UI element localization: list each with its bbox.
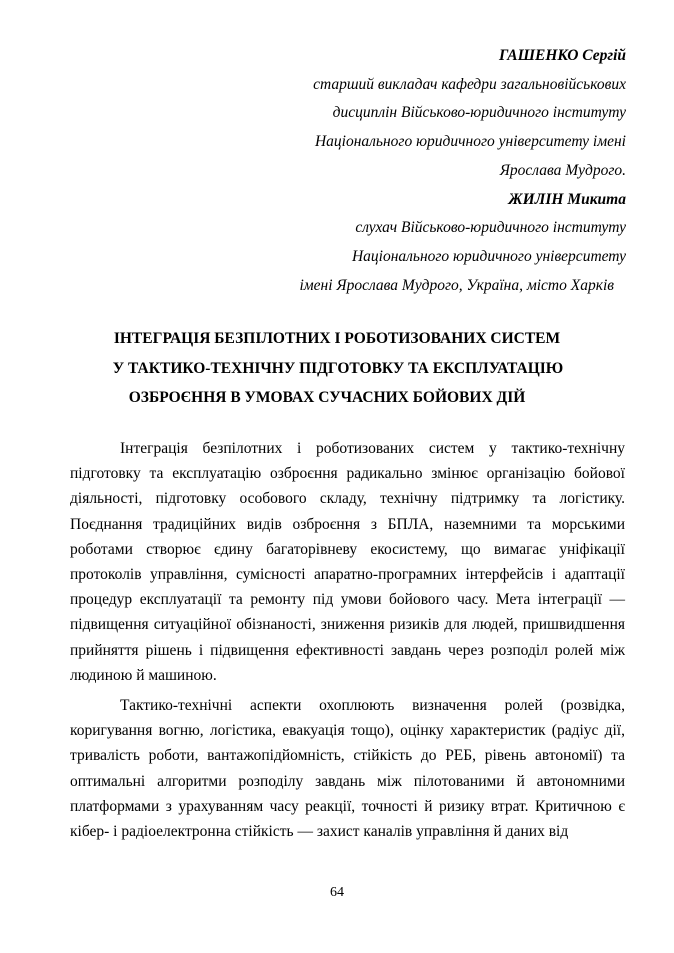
author-affiliation-line: Ярослава Мудрого.	[499, 161, 626, 179]
body-text	[70, 436, 625, 844]
author-affiliation-line: Національного юридичного університету імені	[314, 133, 626, 151]
author-affiliation-line: імені Ярослава Мудрого, Україна, місто Харків	[299, 276, 614, 294]
paragraph: Тактико-технічні аспекти охоплюють визначення ролей (розвідка, коригування вогню, логістика, евакуація тощо), оцінку характеристик (радіус дії, тривалість роботи, вантажопідйомність, стійкість до РЕБ, рівень автономії) та оптимальні алгоритми розподілу завдань між пілотованими й автономними платформами з урахуванням часу реакції, точності й ризику втрат. Критичною є кібер- і радіоелектронна стійкість — захист каналів управління й даних від	[70, 697, 625, 841]
author-block	[166, 42, 626, 300]
title-line: ОЗБРОЄННЯ В УМОВАХ СУЧАСНИХ БОЙОВИХ ДІЙ	[128, 389, 526, 406]
page-number: 64	[330, 885, 344, 900]
author-affiliation-line: старший викладач кафедри загальновійськових	[313, 75, 626, 93]
title-line: У ТАКТИКО-ТЕХНІЧНУ ПІДГОТОВКУ ТА ЕКСПЛУАТАЦІЮ	[112, 359, 564, 377]
paper-title	[60, 324, 614, 413]
paragraph: Інтеграція безпілотних і роботизованих систем у тактико-технічну підготовку та експлуатацію озброєння радикально змінює організацію бойової діяльності, підготовку особового складу, технічну підтримку та логістику. Поєднання традиційних видів озброєння з БПЛА, наземними та морськими роботами створює єдину багаторівневу екосистему, що вимагає уніфікації протоколів управління, сумісності апаратно-програмних інтерфейсів і адаптації процедур експлуатації та ремонту під умови бойового часу. Мета інтеграції — підвищення ситуаційної обізнаності, зниження ризиків для людей, пришвидшення прийняття рішень і підвищення ефективності завдань через розподіл ролей між людиною й машиною.	[70, 440, 625, 684]
author-affiliation-line: дисциплін Військово-юридичного інституту	[332, 104, 626, 122]
author-name: ГАШЕНКО Сергій	[499, 47, 626, 64]
author-affiliation-line: Національного юридичного університету	[351, 247, 626, 265]
title-line: ІНТЕГРАЦІЯ БЕЗПІЛОТНИХ І РОБОТИЗОВАНИХ СИСТЕМ	[113, 330, 561, 347]
author-affiliation-line: слухач Військово-юридичного інституту	[355, 219, 626, 237]
author-name: ЖИЛІН Микита	[508, 190, 626, 208]
